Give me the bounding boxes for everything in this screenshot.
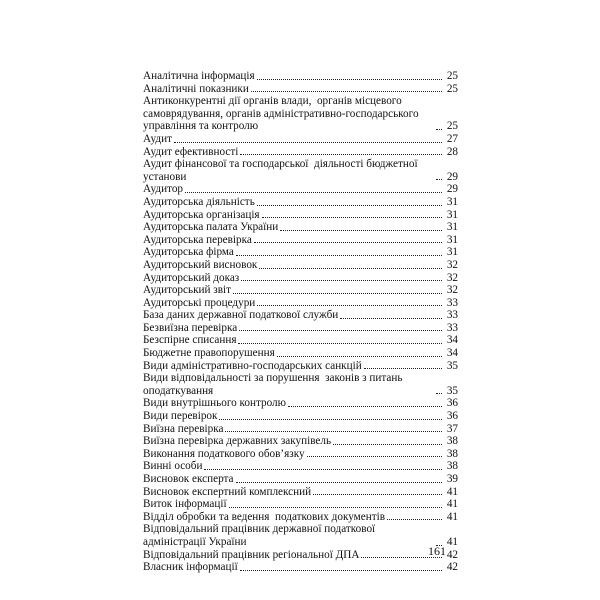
index-entry-page: 33 (446, 296, 458, 309)
index-entry-term: Виконання податкового обов’язку (143, 447, 305, 460)
dot-leader (241, 280, 442, 281)
dot-leader (259, 268, 442, 269)
index-entry (143, 423, 458, 436)
index-entry (143, 234, 458, 247)
dot-leader (238, 343, 442, 344)
index-entry-page: 36 (446, 410, 458, 423)
index-entry-page: 31 (446, 233, 458, 246)
index-entry-page: 42 (446, 561, 458, 574)
index-entry-page: 37 (446, 422, 458, 435)
dot-leader (307, 456, 442, 457)
index-entry-page: 41 (446, 498, 458, 511)
index-entry-page: 35 (446, 359, 458, 372)
index-entry (143, 196, 458, 209)
index-entry (143, 561, 458, 574)
dot-leader (251, 91, 442, 92)
index-entry-page: 38 (446, 447, 458, 460)
index-entry-page: 32 (446, 271, 458, 284)
index-entry-term: Виїзна перевірка (143, 422, 224, 435)
index-entry-page: 38 (446, 435, 458, 448)
index-entry (143, 397, 458, 410)
dot-leader (239, 330, 442, 331)
dot-leader (236, 482, 442, 483)
index-entry (143, 360, 458, 373)
index-entry-term: Аудиторський звіт (143, 284, 231, 297)
dot-leader (240, 570, 442, 571)
dot-leader (236, 255, 442, 256)
dot-leader (185, 192, 442, 193)
dot-leader (219, 419, 442, 420)
index-entry-page: 31 (446, 221, 458, 234)
index-entry-page: 32 (446, 284, 458, 297)
index-entry-page: 25 (446, 70, 458, 82)
index-entry (143, 221, 458, 234)
index-entry-term: Види адміністративно-господарських санкцій (143, 359, 362, 372)
index-entry-term: Відділ обробки та ведення податкових документів (143, 510, 385, 523)
index-entry (143, 486, 458, 499)
dot-leader (436, 179, 442, 180)
index-entry-term: Висновок експертний комплексний (143, 485, 312, 498)
index-entry-page: 29 (446, 170, 458, 183)
index-entry (143, 511, 458, 524)
dot-leader (262, 217, 442, 218)
index-entry (143, 347, 458, 360)
index-entry-term: Аудиторські процедури (143, 296, 256, 309)
dot-leader (257, 79, 442, 80)
page-number: 161 (428, 544, 446, 558)
index-entry-term: Виток інформації (143, 498, 227, 511)
index-entry-page: 32 (446, 258, 458, 271)
index-entry (143, 435, 458, 448)
index-entry (143, 297, 458, 310)
dot-leader (436, 393, 442, 394)
dot-leader (277, 356, 442, 357)
index-entry-page: 33 (446, 309, 458, 322)
index-list (143, 70, 458, 574)
index-entry-term: Безвиїзна перевірка (143, 321, 238, 334)
index-entry (143, 372, 458, 397)
index-entry-term: Аудит фінансової та господарської діяльності бюджетної установи (143, 158, 421, 183)
dot-leader (257, 205, 442, 206)
dot-leader (280, 230, 442, 231)
index-entry-term: Аналітичні показники (143, 82, 249, 95)
index-entry-term: Аудит ефективності (143, 145, 239, 158)
index-entry (143, 209, 458, 222)
index-entry-page: 34 (446, 334, 458, 347)
dot-leader (204, 469, 442, 470)
index-entry (143, 322, 458, 335)
index-entry (143, 473, 458, 486)
index-entry (143, 334, 458, 347)
index-entry-page: 36 (446, 397, 458, 410)
index-entry-term: Аудиторська палата України (143, 221, 279, 234)
index-entry-term: Висновок експерта (143, 473, 234, 485)
index-entry-page: 38 (446, 460, 458, 473)
index-entry-term: Аудит (143, 132, 172, 145)
dot-leader (225, 431, 442, 432)
index-entry (143, 523, 458, 548)
index-entry (143, 95, 458, 133)
dot-leader (229, 507, 442, 508)
index-entry (143, 272, 458, 285)
dot-leader (240, 154, 442, 155)
index-entry-term: Аудитор (143, 183, 184, 196)
index-entry-term: Види перевірок (143, 410, 218, 423)
index-entry-term: Винні особи (143, 460, 203, 473)
index-entry-term: Відповідальний працівник регіональної ДПА (143, 548, 360, 561)
index-entry-page: 41 (446, 485, 458, 498)
index-entry-page: 29 (446, 183, 458, 196)
index-entry (143, 70, 458, 83)
index-entry-term: Антиконкурентні дії органів влади, органів місцевого самоврядування, органів адміністративно-господарського управління та контролю (143, 95, 422, 133)
index-entry-term: Аналітична інформація (143, 70, 255, 82)
index-entry-term: Види відповідальності за порушення законів з питань оподаткування (143, 372, 406, 397)
index-entry-term: Аудиторський доказ (143, 271, 240, 284)
dot-leader (340, 318, 442, 319)
index-entry-term: Аудиторська діяльність (143, 195, 255, 208)
index-entry (143, 284, 458, 297)
index-entry-page: 31 (446, 246, 458, 259)
index-entry (143, 246, 458, 259)
index-entry (143, 83, 458, 96)
index-entry (143, 410, 458, 423)
index-entry-term: Бюджетне правопорушення (143, 347, 275, 360)
dot-leader (233, 293, 442, 294)
index-entry-page: 34 (446, 347, 458, 360)
index-entry-term: Аудиторська фірма (143, 246, 234, 259)
index-entry (143, 549, 458, 562)
index-entry-page: 25 (446, 120, 458, 133)
index-entry-page: 25 (446, 82, 458, 95)
index-entry-page: 28 (446, 145, 458, 158)
index-entry-page: 31 (446, 208, 458, 221)
index-entry-term: Аудиторська організація (143, 208, 260, 221)
index-entry (143, 183, 458, 196)
index-entry-term: База даних державної податкової служби (143, 309, 339, 322)
index-entry-term: Види внутрішнього контролю (143, 397, 286, 410)
index-entry-page: 39 (446, 473, 458, 485)
dot-leader (313, 494, 442, 495)
index-entry (143, 460, 458, 473)
index-entry-term: Власник інформації (143, 561, 238, 574)
dot-leader (436, 129, 442, 130)
index-entry (143, 498, 458, 511)
index-entry (143, 146, 458, 159)
dot-leader (257, 305, 442, 306)
index-entry (143, 133, 458, 146)
dot-leader (288, 406, 442, 407)
index-entry-page: 41 (446, 510, 458, 523)
dot-leader (364, 368, 442, 369)
dot-leader (387, 519, 442, 520)
index-entry-term: Відповідальний працівник державної податкової адміністрації України (143, 523, 378, 548)
index-entry-page: 31 (446, 195, 458, 208)
index-entry-page: 35 (446, 384, 458, 397)
index-entry-term: Виїзна перевірка державних закупівель (143, 435, 332, 448)
index-entry-page: 33 (446, 321, 458, 334)
index-entry (143, 158, 458, 183)
dot-leader (333, 444, 442, 445)
index-entry (143, 259, 458, 272)
index-entry (143, 448, 458, 461)
dot-leader (174, 142, 442, 143)
index-entry-term: Аудиторський висновок (143, 258, 258, 271)
index-entry-page: 27 (446, 132, 458, 145)
index-entry-term: Аудиторська перевірка (143, 233, 252, 246)
index-entry-page: 41 (446, 535, 458, 548)
index-entry-page: 42 (446, 548, 458, 561)
dot-leader (254, 242, 442, 243)
index-entry (143, 309, 458, 322)
index-entry-term: Безспірне списання (143, 334, 237, 347)
